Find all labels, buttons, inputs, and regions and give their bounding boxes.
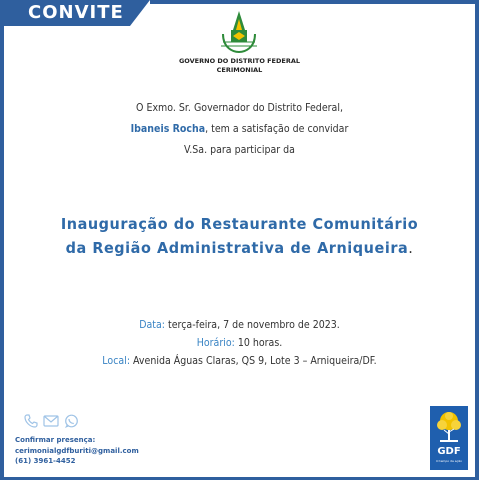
date-label: Data: [139, 318, 166, 331]
place-value: Avenida Águas Claras, QS 9, Lote 3 – Arniqueira/DF. [130, 354, 377, 367]
intro-line3: V.Sa. para participar da [184, 143, 295, 156]
phone-icon [24, 414, 38, 428]
event-details [34, 316, 446, 370]
gdf-emblem-icon [219, 10, 259, 54]
place-label: Local: [102, 354, 131, 367]
intro-line2 [34, 118, 446, 139]
organization-name [0, 57, 479, 75]
gdf-logo-subtext: O tempo da ação [436, 459, 462, 463]
frame-border-top [130, 0, 479, 4]
place-row [34, 352, 446, 370]
ipe-tree-icon [434, 410, 464, 444]
frame-border-left [0, 22, 4, 480]
event-title-period: . [408, 239, 414, 257]
contact-title: Confirmar presença: [15, 436, 96, 444]
time-label: Horário: [196, 336, 235, 349]
time-row [34, 334, 446, 352]
gdf-logo [430, 406, 468, 470]
contact-phone[interactable]: (61) 3961-4452 [15, 457, 76, 465]
mail-icon [43, 414, 59, 428]
event-title [17, 212, 462, 260]
contact-icons [24, 414, 84, 430]
intro-text [34, 97, 446, 160]
date-row [34, 316, 446, 334]
org-name-line1: GOVERNO DO DISTRITO FEDERAL [178, 57, 301, 65]
contact-email[interactable]: cerimonialgdfburiti@gmail.com [15, 446, 139, 455]
badge-label: CONVITE [28, 2, 124, 23]
time-value: 10 horas. [234, 336, 283, 349]
convite-badge [0, 0, 150, 26]
contact-info [15, 435, 139, 467]
event-title-line2 [17, 236, 462, 260]
intro-line1: O Exmo. Sr. Governador do Distrito Federal, [136, 101, 343, 114]
date-value: terça-feira, 7 de novembro de 2023. [165, 318, 340, 331]
org-name-line2: CERIMONIAL [216, 66, 263, 74]
governor-name: Ibaneis Rocha [130, 122, 206, 135]
intro-line2-rest: , tem a satisfação de convidar [205, 122, 349, 135]
whatsapp-icon [64, 414, 79, 429]
event-title-line2-text: da Região Administrativa de Arniqueira [65, 239, 409, 257]
gdf-logo-text: GDF [437, 446, 461, 457]
event-title-line1: Inauguração do Restaurante Comunitário [60, 215, 419, 233]
